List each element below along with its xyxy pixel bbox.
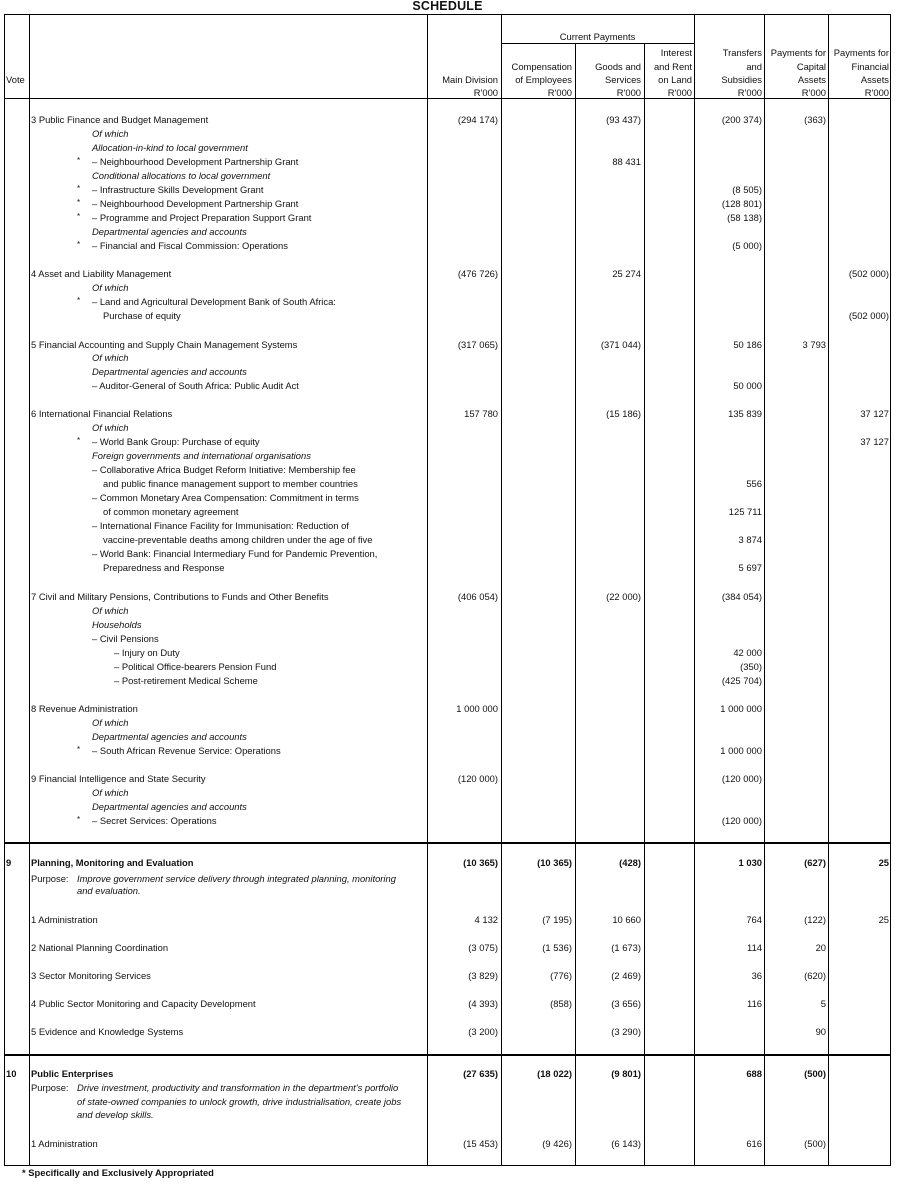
cell-trans: 116 [747, 998, 762, 1009]
row-label: – Common Monetary Area Compensation: Commitment in terms [92, 492, 359, 503]
cell-trans: (58 138) [727, 212, 762, 223]
cell-main: 4 132 [474, 914, 498, 925]
cell-main: (4 393) [468, 998, 498, 1009]
cell-fin: (502 000) [848, 268, 889, 279]
cell-main: (476 726) [457, 268, 498, 279]
header-financial-l3: Assets [860, 74, 889, 85]
purpose-text: of state-owned companies to unlock growth, drive industrialisation, create jobs [77, 1096, 402, 1107]
row-label: Households [92, 619, 142, 630]
row-label: – Auditor-General of South Africa: Public Audit Act [92, 380, 299, 391]
cell-main: (406 054) [457, 591, 498, 602]
header-interest-l3: on Land [658, 74, 692, 85]
row-label: – World Bank Group: Purchase of equity [92, 436, 260, 447]
row-label: Purchase of equity [103, 310, 181, 321]
cell-cap: (500) [804, 1068, 826, 1079]
row-label: 1 Administration [31, 1138, 98, 1149]
cell-cap: 3 793 [802, 339, 826, 350]
cell-main: (317 065) [457, 339, 498, 350]
cell-trans: (384 054) [721, 591, 762, 602]
cell-goods: (15 186) [606, 408, 641, 419]
cell-goods: (9 801) [611, 1068, 641, 1079]
purpose-text: and develop skills. [77, 1109, 154, 1120]
cell-goods: (6 143) [611, 1138, 641, 1149]
cell-fin: 37 127 [860, 408, 889, 419]
row-label: 2 National Planning Coordination [31, 942, 169, 953]
appropriated-marker: * [77, 212, 81, 221]
schedule-title: SCHEDULE [412, 0, 483, 13]
cell-trans: (120 000) [721, 773, 762, 784]
cell-trans: 36 [751, 970, 762, 981]
cell-trans: (350) [740, 661, 762, 672]
header-comp-l2: of Employees [515, 74, 572, 85]
cell-trans: 1 000 000 [720, 703, 762, 714]
col-divider-capital [828, 14, 829, 1166]
header-transfers-l3: Subsidies [721, 74, 762, 85]
cell-trans: 135 839 [728, 408, 762, 419]
col-divider-vote [29, 14, 30, 1166]
cell-goods: (371 044) [600, 339, 641, 350]
cell-goods: (3 290) [611, 1026, 641, 1037]
row-label: Purpose: [31, 873, 69, 884]
cell-trans: (5 000) [732, 240, 762, 251]
row-label: – Land and Agricultural Development Bank of South Africa: [92, 296, 336, 307]
row-label: Preparedness and Response [103, 562, 225, 573]
col-divider-main [501, 14, 502, 1166]
header-main-division: Main Division [442, 74, 498, 85]
row-label: 1 Administration [31, 914, 98, 925]
row-label: Departmental agencies and accounts [92, 801, 247, 812]
cell-trans: (200 374) [721, 114, 762, 125]
cell-cap: 90 [815, 1026, 826, 1037]
cell-trans: (8 505) [732, 184, 762, 195]
row-label: 6 International Financial Relations [31, 408, 173, 419]
col-divider-description [427, 14, 428, 1166]
header-capital-l1: Payments for [770, 47, 826, 58]
header-vote: Vote [6, 74, 25, 85]
appropriated-marker: * [77, 815, 81, 824]
row-label: Of which [92, 422, 129, 433]
row-label: – Neighbourhood Development Partnership Grant [92, 198, 299, 209]
row-label: – Secret Services: Operations [92, 815, 217, 826]
header-bottom-rule [4, 98, 891, 99]
cell-goods: (1 673) [611, 942, 641, 953]
cell-cap: (363) [804, 114, 826, 125]
row-label: – Infrastructure Skills Development Grant [92, 184, 264, 195]
unit-capital: R'000 [801, 87, 826, 98]
cell-goods: (3 656) [611, 998, 641, 1009]
purpose-text: Improve government service delivery through integrated planning, monitoring [77, 873, 396, 884]
purpose-text: Drive investment, productivity and transformation in the department's portfolio [77, 1082, 399, 1093]
appropriated-marker: * [77, 240, 81, 249]
row-label: Of which [92, 282, 129, 293]
row-label: – South African Revenue Service: Operations [92, 745, 281, 756]
cell-trans: 5 697 [738, 562, 762, 573]
row-label: Of which [92, 128, 129, 139]
cell-fin: 37 127 [860, 436, 889, 447]
header-capital-l3: Assets [797, 74, 826, 85]
header-goods-l1: Goods and [595, 61, 641, 72]
row-label: – Financial and Fiscal Commission: Operations [92, 240, 288, 251]
cell-trans: (120 000) [721, 815, 762, 826]
cell-fin: 25 [878, 914, 889, 925]
unit-comp: R'000 [547, 87, 572, 98]
cell-trans: (128 801) [721, 198, 762, 209]
row-label: – Collaborative Africa Budget Reform Initiative: Membership fee [92, 464, 356, 475]
row-label: – Civil Pensions [92, 633, 159, 644]
cell-trans: 616 [746, 1138, 762, 1149]
cell-main: 1 000 000 [456, 703, 498, 714]
cell-main: 157 780 [464, 408, 498, 419]
cell-goods: (22 000) [606, 591, 641, 602]
vote-number: 9 [6, 857, 12, 868]
row-label: Public Enterprises [31, 1068, 114, 1079]
cell-cap: 20 [815, 942, 826, 953]
purpose-text: and evaluation. [77, 885, 141, 896]
cell-main: (27 635) [463, 1068, 498, 1079]
cell-comp: (1 536) [542, 942, 572, 953]
row-label: Of which [92, 352, 129, 363]
row-label: 5 Evidence and Knowledge Systems [31, 1026, 184, 1037]
appropriated-marker: * [77, 745, 81, 754]
cell-goods: (428) [619, 857, 641, 868]
unit-main: R'000 [473, 87, 498, 98]
vote-number: 10 [6, 1068, 17, 1079]
cell-trans: 764 [746, 914, 762, 925]
row-label: Departmental agencies and accounts [92, 366, 247, 377]
cell-trans: 125 711 [728, 506, 762, 517]
cell-cap: (627) [804, 857, 826, 868]
cell-trans: (425 704) [721, 675, 762, 686]
unit-financial: R'000 [864, 87, 889, 98]
cell-main: (15 453) [463, 1138, 498, 1149]
cell-comp: (858) [550, 998, 572, 1009]
row-label: 7 Civil and Military Pensions, Contributions to Funds and Other Benefits [31, 591, 329, 602]
cell-fin: 25 [878, 857, 889, 868]
cell-comp: (776) [550, 970, 572, 981]
cell-goods: 10 660 [612, 914, 641, 925]
col-divider-transfers [764, 14, 765, 1166]
row-label: Of which [92, 787, 129, 798]
cell-goods: 88 431 [612, 156, 641, 167]
appropriated-marker: * [77, 184, 81, 193]
header-financial-l2: Financial [851, 61, 889, 72]
header-interest-l1: Interest [660, 47, 692, 58]
row-label: Of which [92, 717, 129, 728]
row-label: Departmental agencies and accounts [92, 226, 247, 237]
cell-trans: 42 000 [733, 647, 762, 658]
row-label: – Political Office-bearers Pension Fund [114, 661, 277, 672]
row-label: Purpose: [31, 1082, 69, 1093]
cell-comp: (7 195) [542, 914, 572, 925]
row-label: Planning, Monitoring and Evaluation [31, 857, 194, 868]
cell-trans: 50 186 [733, 339, 762, 350]
cell-trans: 1 030 [738, 857, 762, 868]
row-label: Of which [92, 605, 129, 616]
cell-cap: 5 [820, 998, 826, 1009]
row-label: – International Finance Facility for Immunisation: Reduction of [92, 520, 349, 531]
cell-goods: (93 437) [606, 114, 641, 125]
header-current-payments: Current Payments [559, 31, 636, 42]
row-label: Foreign governments and international organisations [92, 450, 311, 461]
cell-main: (294 174) [457, 114, 498, 125]
row-label: 4 Public Sector Monitoring and Capacity Development [31, 998, 256, 1009]
cell-trans: 1 000 000 [720, 745, 762, 756]
header-interest-l2: and Rent [653, 61, 692, 72]
row-label: Conditional allocations to local government [92, 170, 271, 181]
vote-10-separator [4, 1054, 891, 1056]
cell-cap: (620) [804, 970, 826, 981]
cell-cap: (122) [804, 914, 826, 925]
cell-trans: 3 874 [738, 534, 762, 545]
row-label: – World Bank: Financial Intermediary Fund for Pandemic Prevention, [92, 548, 378, 559]
appropriated-marker: * [77, 156, 81, 165]
cell-fin: (502 000) [848, 310, 889, 321]
header-financial-l1: Payments for [833, 47, 889, 58]
row-label: – Post-retirement Medical Scheme [114, 675, 258, 686]
cell-trans: 688 [746, 1068, 762, 1079]
row-label: 3 Sector Monitoring Services [31, 970, 151, 981]
row-label: – Programme and Project Preparation Support Grant [92, 212, 312, 223]
appropriated-marker: * [77, 198, 81, 207]
current-payments-underline [501, 43, 694, 44]
row-label: 3 Public Finance and Budget Management [31, 114, 209, 125]
appropriated-marker: * [77, 436, 81, 445]
row-label: 4 Asset and Liability Management [31, 268, 172, 279]
header-transfers-l1: Transfers [722, 47, 762, 58]
cell-trans: 114 [747, 942, 762, 953]
cell-trans: 556 [746, 478, 762, 489]
cell-main: (3 075) [468, 942, 498, 953]
cell-comp: (9 426) [542, 1138, 572, 1149]
cell-main: (3 829) [468, 970, 498, 981]
cell-main: (3 200) [468, 1026, 498, 1037]
unit-goods: R'000 [616, 87, 641, 98]
cell-main: (120 000) [457, 773, 498, 784]
unit-transfers: R'000 [737, 87, 762, 98]
header-comp-l1: Compensation [511, 61, 572, 72]
row-label: 8 Revenue Administration [31, 703, 138, 714]
row-label: – Neighbourhood Development Partnership Grant [92, 156, 299, 167]
row-label: of common monetary agreement [103, 506, 239, 517]
appropriated-marker: * [77, 296, 81, 305]
cell-goods: 25 274 [612, 268, 641, 279]
row-label: and public finance management support to member countries [103, 478, 358, 489]
cell-trans: 50 000 [733, 380, 762, 391]
cell-main: (10 365) [463, 857, 498, 868]
cell-goods: (2 469) [611, 970, 641, 981]
cell-cap: (500) [804, 1138, 826, 1149]
unit-interest: R'000 [667, 87, 692, 98]
header-goods-l2: Services [605, 74, 641, 85]
footnote: * Specifically and Exclusively Appropriated [22, 1167, 214, 1178]
cell-comp: (18 022) [537, 1068, 572, 1079]
row-label: – Injury on Duty [114, 647, 180, 658]
row-label: Departmental agencies and accounts [92, 731, 247, 742]
vote-9-separator [4, 842, 891, 844]
header-capital-l2: Capital [796, 61, 826, 72]
row-label: 9 Financial Intelligence and State Security [31, 773, 206, 784]
row-label: 5 Financial Accounting and Supply Chain Management Systems [31, 339, 298, 350]
row-label: Allocation-in-kind to local government [92, 142, 248, 153]
row-label: vaccine-preventable deaths among children under the age of five [103, 534, 373, 545]
col-divider-goods [644, 43, 645, 1166]
header-transfers-l2: and [746, 61, 762, 72]
cell-comp: (10 365) [537, 857, 572, 868]
